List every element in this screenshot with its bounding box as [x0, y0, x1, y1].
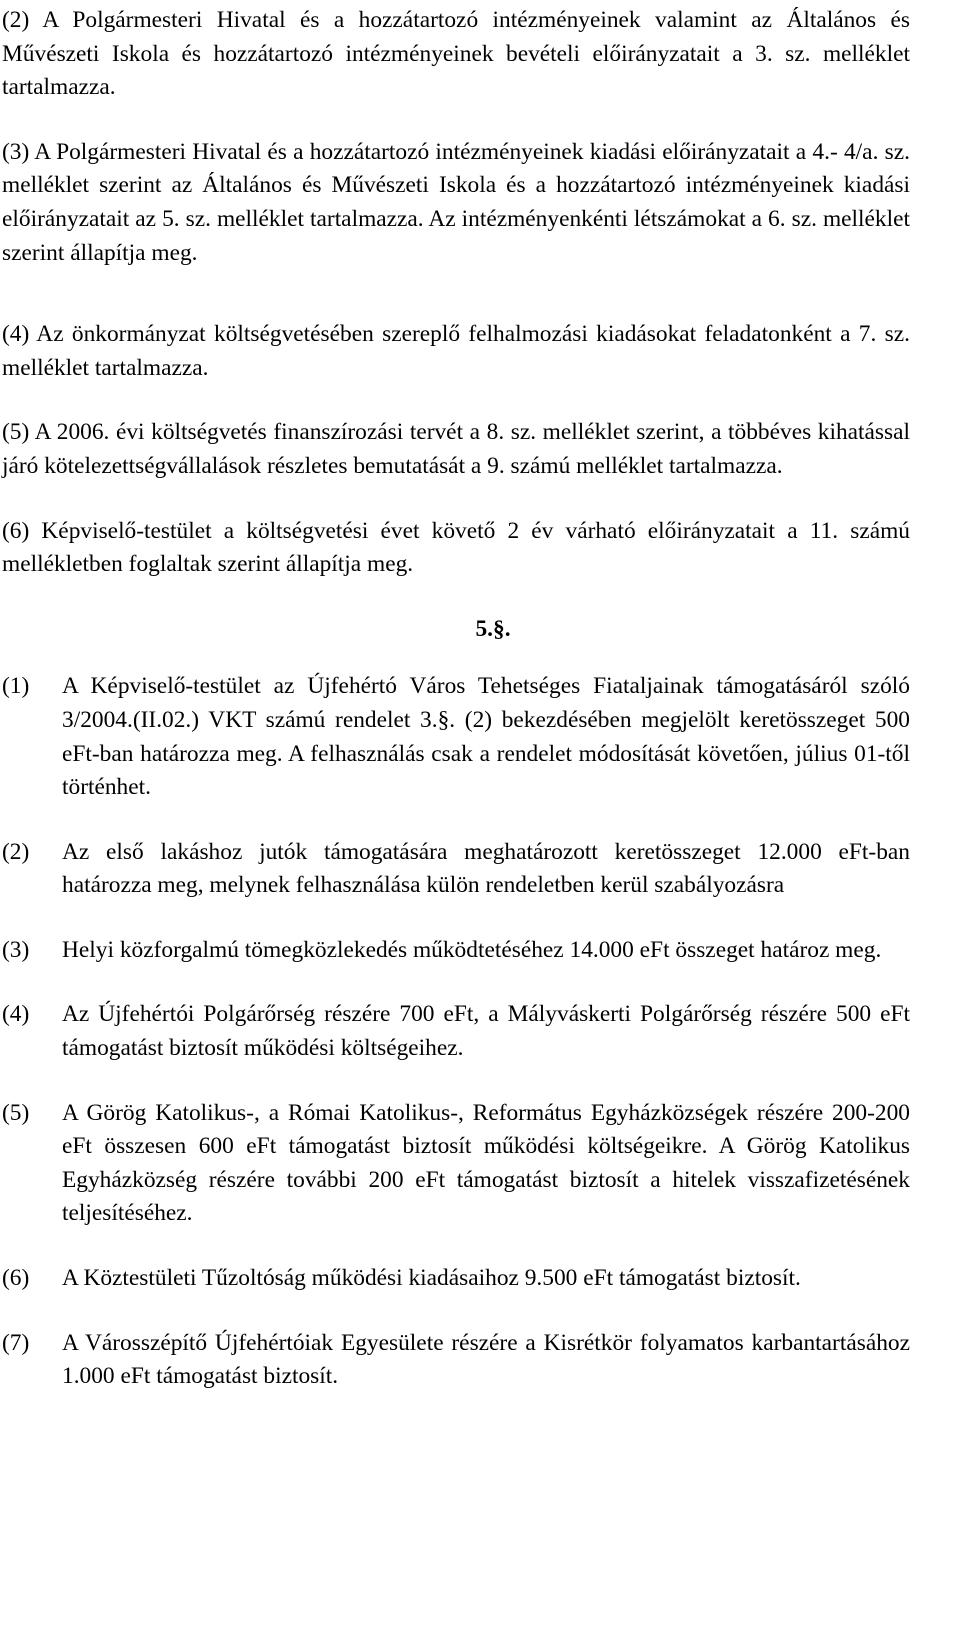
- list-item: [2, 1097, 910, 1231]
- item-text: Helyi közforgalmú tömegközlekedés működtetéséhez 14.000 eFt összeget határoz meg.: [62, 936, 882, 963]
- list-item: [2, 1262, 910, 1296]
- paragraph-5: (5) A 2006. évi költségvetés finanszírozási tervét a 8. sz. melléklet szerint, a többéves kihatással járó kötelezettségvállalások részletes bemutatását a 9. számú melléklet tartalmazza.: [2, 419, 910, 479]
- list-item: [2, 998, 910, 1065]
- paragraph-2: (2) A Polgármesteri Hivatal és a hozzátartozó intézményeinek valamint az Általános és Művészeti Iskola és hozzátartozó intézményeinek bevételi előirányzatait a 3. sz. melléklet tartalmazza.: [2, 7, 910, 101]
- section-title: 5.§.: [475, 615, 511, 642]
- item-text: Az Újfehértói Polgárőrség részére 700 eFt, a Mályváskerti Polgárőrség részére 500 eFt támogatást biztosít működési költségeihez.: [62, 1001, 910, 1062]
- item-number: (6): [2, 1265, 30, 1292]
- list-item: [2, 934, 910, 968]
- item-list: [0, 670, 960, 1394]
- item-number: (4): [2, 1001, 30, 1028]
- item-text: Az első lakáshoz jutók támogatására meghatározott keretösszeget 12.000 eFt-ban határozza meg, melynek felhasználása külön rendeletben kerül szabályozásra: [62, 838, 910, 899]
- list-item: [2, 836, 910, 903]
- item-text: A Képviselő-testület az Újfehértó Város Tehetséges Fiataljainak támogatásáról szóló 3/2004.(II.02.) VKT számú rendelet 3.§. (2) bekezdésében megjelölt keretösszeget 500 eFt-ban határozza meg. A felhasználás csak a rendelet módosítását követően, július 01-től történhet.: [62, 673, 910, 801]
- item-number: (2): [2, 838, 30, 865]
- paragraph-3: (3) A Polgármesteri Hivatal és a hozzátartozó intézményeinek kiadási előirányzatait a 4.- 4/a. sz. melléklet szerint az Általános és Művészeti Iskola és a hozzátartozó intézményeinek kiadási előirányzatait az 5. sz. melléklet tartalmazza. Az intézményenkénti létszámokat a 6. sz. melléklet szerint állapítja meg.: [2, 138, 910, 266]
- document-page: [0, 4, 960, 1425]
- item-text: A Városszépítő Újfehértóiak Egyesülete részére a Kisrétkör folyamatos karbantartásához 1.000 eFt támogatást biztosít.: [62, 1329, 910, 1390]
- item-number: (1): [2, 673, 30, 700]
- item-number: (3): [2, 936, 30, 963]
- item-text: A Görög Katolikus-, a Római Katolikus-, Református Egyházközségek részére 200-200 eFt összesen 600 eFt támogatást biztosít működési költségeikre. A Görög Katolikus Egyházközség részére további 200 eFt támogatást biztosít a hitelek visszafizetésének teljesítéséhez.: [62, 1099, 910, 1227]
- list-item: [2, 1327, 910, 1394]
- intro-section: [0, 4, 920, 582]
- item-number: (7): [2, 1329, 30, 1356]
- item-text: A Köztestületi Tűzoltóság működési kiadásaihoz 9.500 eFt támogatást biztosít.: [62, 1265, 801, 1292]
- item-number: (5): [2, 1099, 30, 1126]
- paragraph-6: (6) Képviselő-testület a költségvetési évet követő 2 év várható előirányzatait a 11. számú mellékletben foglaltak szerint állapítja meg.: [2, 517, 910, 578]
- list-item: [2, 670, 910, 804]
- paragraph-4: (4) Az önkormányzat költségvetésében szereplő felhalmozási kiadásokat feladatonként a 7. sz. melléklet tartalmazza.: [2, 321, 910, 381]
